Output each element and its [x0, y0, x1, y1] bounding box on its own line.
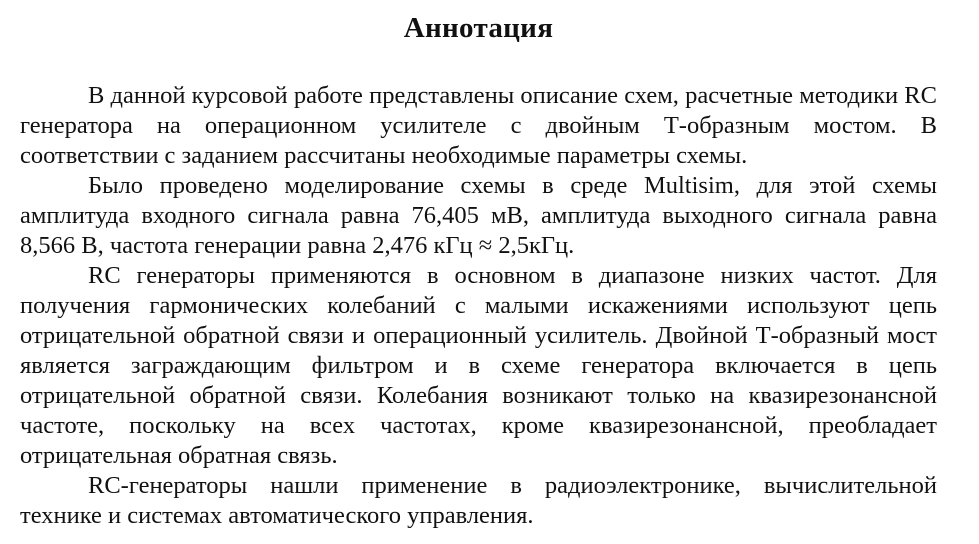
paragraph-description: В данной курсовой работе представлены описание схем, расчетные методики RC генератора на операционном усилителе с двойным Т-образным мостом. В соответствии с заданием рассчитаны необходимые параметры схемы. [20, 82, 937, 169]
document-body [20, 81, 937, 531]
document-page [20, 0, 937, 531]
paragraph-simulation: Было проведено моделирование схемы в среде Multisim, для этой схемы амплитуда входного сигнала равна 76,405 мВ, амплитуда выходного сигнала равна 8,566 В, частота генерации равна 2,476 кГц ≈ 2,5кГц. [20, 172, 937, 259]
paragraph-applications: RC-генераторы нашли применение в радиоэлектронике, вычислительной технике и системах автоматического управления. [20, 472, 937, 529]
paragraph-theory: RC генераторы применяются в основном в диапазоне низких частот. Для получения гармонических колебаний с малыми искажениями используют цепь отрицательной обратной связи и операционный усилитель. Двойной Т-образный мост является заграждающим фильтром и в схеме генератора включается в цепь отрицательной обратной связи. Колебания возникают только на квазирезонансной частоте, поскольку на всех частотах, кроме квазирезонансной, преобладает отрицательная обратная связь. [20, 262, 937, 469]
document-title: Аннотация [403, 12, 554, 44]
